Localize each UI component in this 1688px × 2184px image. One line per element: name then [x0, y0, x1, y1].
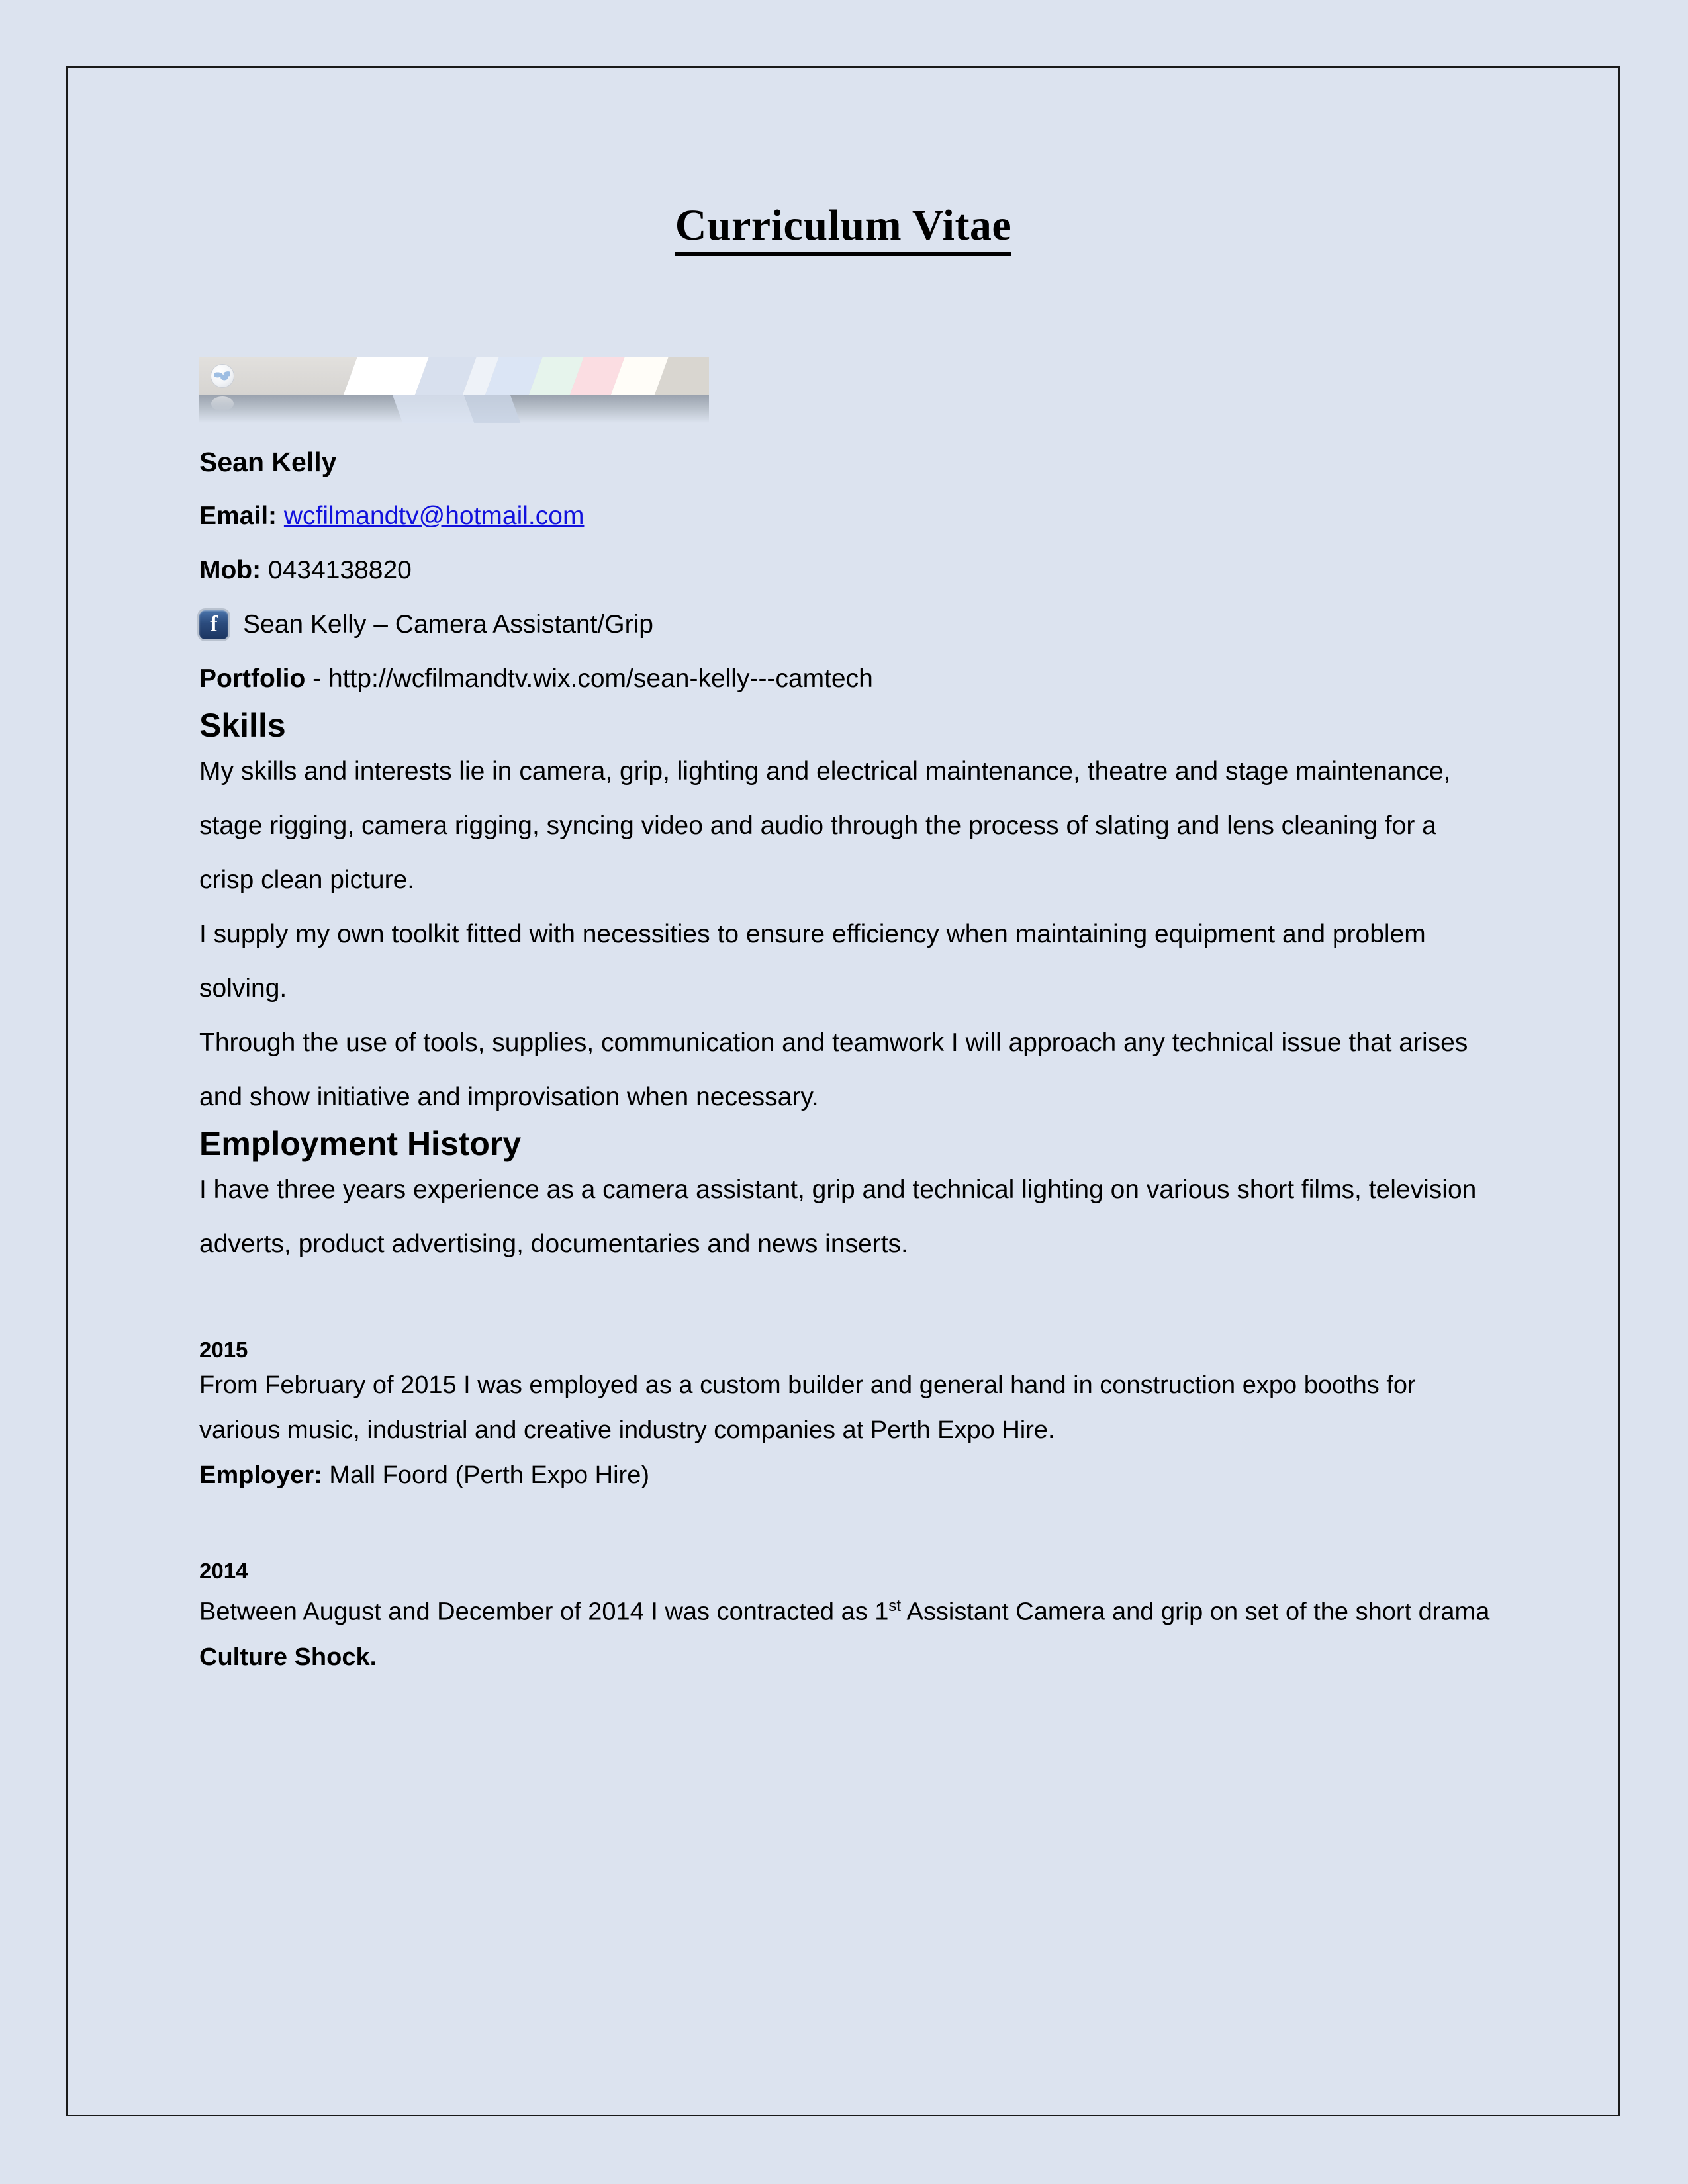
description-before: Between August and December of 2014 I was contracted as 1 — [199, 1598, 889, 1626]
page-title-text: Curriculum Vitae — [675, 201, 1011, 256]
contact-block — [199, 435, 1493, 706]
skills-paragraph-2: I supply my own toolkit fitted with necessities to ensure efficiency when maintaining equipment and problem solving. — [199, 920, 1426, 1003]
skills-paragraph-3: Through the use of tools, supplies, communication and teamwork I will approach any technical issue that arises and show initiative and improvisation when necessary. — [199, 1028, 1468, 1111]
skills-heading: Skills — [199, 707, 286, 744]
contact-portfolio-line — [199, 652, 1493, 706]
employer-label: Employer: — [199, 1461, 322, 1489]
employment-description-2015: From February of 2015 I was employed as a custom builder and general hand in construction expo booths for various music, industrial and creative industry companies at Perth Expo Hire. — [199, 1371, 1416, 1444]
employer-line-2015 — [199, 1453, 1493, 1498]
globe-icon — [211, 365, 234, 387]
email-link[interactable]: wcfilmandtv@hotmail.com — [283, 502, 585, 530]
employment-intro: I have three years experience as a camera assistant, grip and technical lighting on various short films, television adverts, product advertising, documentaries and news inserts. — [199, 1175, 1477, 1258]
employment-year-2015: 2015 — [199, 1338, 248, 1362]
mobile-value: 0434138820 — [267, 556, 412, 584]
facebook-profile-text: Sean Kelly – Camera Assistant/Grip — [243, 610, 653, 639]
page-title — [194, 68, 1493, 251]
contact-email-line — [199, 489, 1493, 543]
facebook-icon[interactable] — [199, 610, 228, 639]
employment-entry-2014 — [199, 1559, 1493, 1680]
employer-value: Mall Foord (Perth Expo Hire) — [329, 1461, 649, 1489]
portfolio-separator: - — [312, 664, 328, 693]
contact-name: Sean Kelly — [199, 447, 337, 477]
clapperboard-reflection — [199, 395, 709, 423]
production-title: Culture Shock. — [199, 1643, 377, 1671]
clapperboard-stripes — [199, 357, 709, 395]
skills-paragraph-1: My skills and interests lie in camera, grip, lighting and electrical maintenance, theatre and stage maintenance, stage rigging, camera rigging, syncing video and audio through the process of slating and lens cleaning for a crisp clean picture. — [199, 757, 1451, 894]
ordinal-suffix: st — [888, 1597, 902, 1615]
employment-section — [199, 1124, 1493, 1680]
portfolio-url: http://wcfilmandtv.wix.com/sean-kelly---camtech — [328, 664, 873, 693]
clapperboard-image — [199, 357, 709, 423]
employment-entry-2015 — [199, 1338, 1493, 1498]
document-page — [66, 66, 1620, 2116]
reflection-stripe-1 — [391, 395, 477, 423]
reflection-globe-icon — [211, 396, 234, 411]
employment-heading: Employment History — [199, 1125, 522, 1162]
facebook-icon-glyph: f — [210, 612, 218, 637]
portfolio-label: Portfolio — [199, 664, 306, 693]
contact-facebook-line — [199, 598, 1493, 652]
employment-description-2014 — [199, 1584, 1493, 1680]
employment-year-2014: 2014 — [199, 1559, 248, 1583]
description-middle: Assistant Camera and grip on set of the short drama — [901, 1598, 1490, 1626]
skills-section — [199, 706, 1493, 1124]
email-label: Email: — [199, 502, 277, 530]
mobile-label: Mob: — [199, 556, 261, 584]
clapperboard-top — [199, 357, 709, 395]
contact-mobile-line — [199, 543, 1493, 598]
page-content — [68, 68, 1618, 2115]
